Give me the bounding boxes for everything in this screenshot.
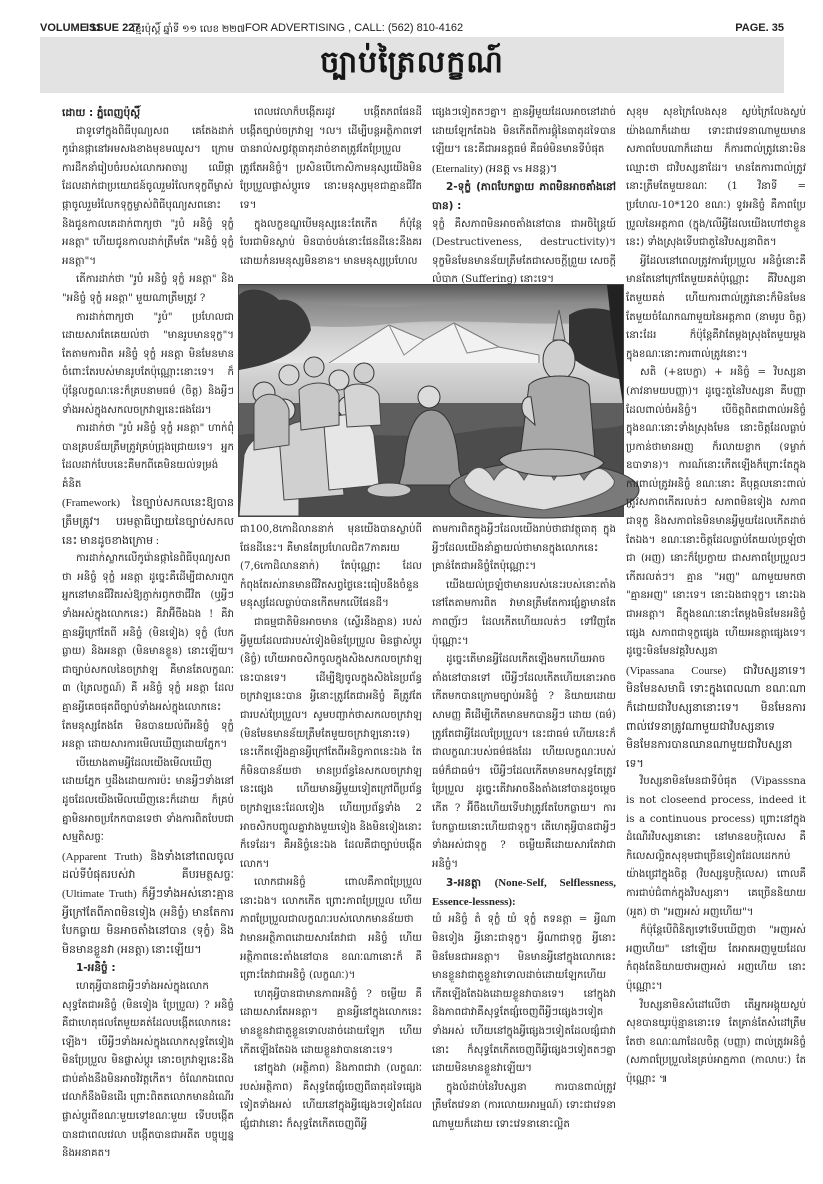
- paragraph: ផ្សេងៗទៀតតៗគ្នា។ គ្មានអ្វីមួយដែលអាចនៅដាច់ដោយឡែកតែឯង មិនកើតពីការផ្គុំនៃធាតុដទៃបានឡើយ។ នេះគឺជាអនត្តធម៌ គឺធម៌មិនមានទីបំផុត: [432, 107, 616, 156]
- paragraph: ហេតុអ្វីបានជាអ្វីៗទាំងអស់ក្នុងលោកសុទ្ធតែជាអនិច្ចំ (មិនទៀង ប្រែប្រួល) ? អនិច្ចំ គឺជាហេតុផលតែមួយគត់ដែលបង្កើតលោកនេះឡើង។ បើអ្វីៗទាំងអស់ក្នុងលោកសុទ្ធតែទៀង មិនប្រែប្រួល មិនផ្លាស់ប្តូរ នោះចក្រវាឡនេះនឹងជាប់គាំងនឹងមិនអាចវិវត្តកើត។ ចំណែកឯពេលវេលាក៏នឹងមិនដើរ ព្រោះពិតតលោកមានដំណើរផ្លាស់ប្តូរពីខណៈមួយទៅខណៈមួយ ទើបបង្កើតបានជាពេលវេលា បង្កើតបានជាអតីត បច្ចុប្បន្ន និងអនាគត។: [62, 980, 234, 1160]
- paragraph: ការដាក់ស្លាកលើកូរ៉ោនផ្កានៃពិធីបុណ្យសព ថា អនិច្ចំ ទុក្ខំ អនត្តា ដូច្នេះគឺដើម្បីជាសារពួកអ្នកនៅមានជីវិតរស់ឱ្យភ្ញាក់រឭកថាជីវិត (ឬអ្វីៗទាំងអស់ក្នុងលោកនេះ) គឺវាអ៊ីចឹងឯង ! គឺវាគ្មានអ្វីក្រៅតែពី អនិច្ចំ (មិនទៀង) ទុក្ខំ (បែកធ្លាយ) និងអនត្តា (មិនមានខ្លួន) នោះឡើយ។ ជាច្បាប់សកលនៃចក្រវាឡ គឺមានតែលក្ខណៈ ៣ (ត្រៃលក្ខណ៍) គឺ អនិច្ចំ ទុក្ខំ អនត្តា ដែលគ្មានអ្វីគេចផុតពីច្បាប់ទាំងអស់ក្នុងលោកនេះ តែមនុស្សតែងតែ មិនបានយល់ពីអនិច្ចំ ទុក្ខំ អនត្តា ដោយសារការមើលឃើញដោយភ្នែក។: [62, 553, 234, 751]
- paragraph: (Apparent Truth) និងទាំងនៅពេលចូលដល់ទីបំផុតរបស់វា គឺបរមត្ថសច្ចៈ (Ultimate Truth) ក៏អ្វីៗទាំងអស់នោះគ្មានអ្វីក្រៅតែពីភាពមិនទៀង (អនិច្ចំ) មានតែការបែកធ្លាយ មិនអាចតាំងនៅបាន (ទុក្ខំ) និងមិនមានខ្លួនវា (អនត្តា) នោះឡើយ។: [62, 850, 234, 956]
- paragraph: អ្វីដែលនៅពេលត្រូវការប្រែប្រួល អនិច្ចំនោះគឺមានតែនៅក្រៅតែមួយគត់ប៉ុណ្ណោះ គឺវិបស្សនាតែមួយគត់ ហើយការពាល់ត្រូវនោះក៏មិនមែនតែមួយចំណែកណាមួយនៃអត្តភាព (នាមរូប ចិត្ត) នោះដែរ ក៏ប៉ុន្តែគឺវាតែម្តងស្រុងតែមួយម្តងក្នុងខណៈនោះការពាល់ត្រូវនោះ។: [626, 255, 806, 360]
- advertising-notice: FOR ADVERTISING , CALL: (562) 810-4162: [245, 22, 464, 34]
- column-1: [62, 104, 234, 1160]
- paragraph: លោកជាអនិច្ចំ ពោលគឺភាពប្រែប្រួលនោះឯង។ លោកកើត ព្រោះភាពប្រែប្រួល ហើយភាពប្រែប្រួលជាលក្ខណៈរបស់លោកមានន័យថា វាមានអត្ថិភាពដោយសារតែវាជា អនិច្ចំ ហើយអត្ថិភាពនេះតាំងនៅបាន ខណៈណានោះក៏ គឺព្រោះតែវាជាអនិច្ចំ (លក្ខណៈ)។: [240, 877, 422, 982]
- paragraph: (7,6កោដិលាននាក់) តែប៉ុណ្ណោះ ដែលកំពុងតែរស់រានមានជីវិតសព្វថ្ងៃនេះធៀបនឹងចំនួនមនុស្សដែលធ្លាប់បានកើតមកលើផែនដី។: [240, 561, 422, 610]
- paragraph: ដូច្នេះតើមានអ្វីដែលកើតឡើងមកហើយអាចតាំងនៅបានទៅ បើអ្វីៗដែលកើតហើយនោះអាចកើតមកបានក្រោមច្បាប់អនិច្ចំ ? និយាយដោយសាមញ្ញ គឺដើម្បីកើតមានមកបានអ្វីៗ ដោយ (ធម៌) ត្រូវតែជាអ្វីដែលប្រែប្រួល។ នេះជាធម៌ ហើយនេះក៏ជាលក្ខណៈរបស់ធម៌ផងដែរ ហើយលក្ខណៈរបស់ធម៌ក៏ជាធម៌។ បើអ្វីៗដែលកើតមានមកសុទ្ធតែត្រូវប្រែប្រួល ដូច្នេះតើវាអាចនឹងតាំងនៅបានដូចម្តេចកើត ? អ៊ីចឹងហើយទើបវាត្រូវតែបែកធ្លាយ។ ការបែកធ្លាយនោះហើយជាទុក្ខ។ តើហេតុអ្វីបានជាអ្វីៗទាំងអស់ជាទុក្ខ ? ចម្លើយគឺដោយសារតែវាជាអនិច្ចំ។: [432, 654, 616, 870]
- column-3-bottom: [432, 521, 616, 1135]
- byline: ដោយ : ភ្នំពេញប៉ុស្តិ៍: [62, 107, 141, 119]
- paragraph: ការដាក់ថា "រូបំ អនិច្ចំ ទុក្ខំ អនត្តា" ហាក់ពុំបានគ្របន័យត្រឹមត្រូវគ្រប់ជ្រុងជ្រោយទេ។ អ្នកដែលដាក់បែបនេះគឺមកពីគេមិនយល់ទម្រង់គំនិត: [62, 423, 234, 490]
- paragraph: ការដាក់ពាក្យថា "រូបំ" ប្រហែលជាដោយសារតែគេយល់ថា "មានរូបមានទុក្ខ"។ តែតាមការពិត អនិច្ចំ ទុក្ខំ អនត្តា មិនមែនមានចំពោះតែរបស់មានរូបតែប៉ុណ្ណោះនោះទេ។ ក៏ប៉ុន្តែលក្ខណៈនេះក៏គ្របនាមធម៌ (ចិត្ត) និងអ្វីៗទាំងអស់ក្នុងសកលចក្រវាឡនេះផងដែរ។: [62, 311, 234, 416]
- article-illustration: [238, 284, 624, 517]
- section-heading-anatta-khmer: 3-អនត្តា: [446, 877, 481, 890]
- paragraph: (Framework) នៃច្បាប់សកលនេះឱ្យបានត្រឹមត្រូវ។ បរមត្ថាធិប្បាយនៃច្បាប់សកលនេះ មានដូចខាងក្រោម :: [62, 497, 234, 547]
- column-2-bottom: [240, 521, 422, 1135]
- paragraph: យំ អនិច្ចំ តំ ទុក្ខំ យំ ទុក្ខំ តទនត្តា = អ្វីណាមិនទៀង អ្វីនោះជាទុក្ខ។ អ្វីណាជាទុក្ខ អ្វីនោះមិនមែនជាអនត្តា។ មិនមានអ្វីនៅក្នុងលោកនេះមានខ្លួនវាជាតួខ្លួនវាទោលដាច់ដោយឡែកហើយកើតឡើងតែឯងដោយខ្លួនវាបានទេ។ នៅក្នុងវា និងភាពជាវាគឺសុទ្ធតែផ្សំចេញពីអ្វីៗផ្សេងៗទៀតទាំងអស់ ហើយនៅក្នុងអ្វីផ្សេងៗទៀតដែលផ្សំជាវានោះ ក៏សុទ្ធតែកើតចេញពីអ្វីផ្សេងៗទៀតតៗគ្នា ដោយមិនមានខ្លួនវាឡើយ។: [432, 914, 616, 1075]
- column-2-top: [240, 104, 422, 271]
- paragraph: វិបស្សនាមិនមែនជាទីបំផុត (Vipasssna is not closeend process, indeed it is a continuous process) ព្រោះនៅក្នុងដំណើរវិបស្សនានោះ នៅមានឧបក្កិលេស គឺកិលេសល្អិតសុខុមជាច្រើនទៀតដែលដេកកប់យ៉ាងជ្រៅក្នុងចិត្ត (វិបស្សនូបក្កិលេស) ពោលគឺការជាប់ជំពាក់ក្នុងវិបស្សនា។ គេច្រើននិយាយ (អួត) ថា "អញអស់ អញហើយ"។: [626, 776, 806, 918]
- section-heading-anatta: [432, 874, 616, 911]
- paragraph: តាមការពិតក្នុងអ្វីៗដែលយើងរាប់ថាជាវត្ថុធាតុ ក្នុងអ្វីៗដែលយើងនាំគ្នាយល់ថាមានក្នុងលោកនេះ គ្រាន់តែជាអនិច្ចំតែប៉ុណ្ណោះ។: [432, 524, 616, 573]
- paragraph: សុខុម សុខក្រៃលែងសុខ ស្ងប់ក្រៃលែងស្ងប់យ៉ាងណាក៏ដោយ ទោះជាវេទនាណាមួយមានសភាពបែបណាក៏ដោយ ក៏ការពាល់ត្រូវនោះមិនឈ្មោះថា ជាវិបស្សនាដែរ។ មានតែការពាល់ត្រូវនោះត្រឹមតែមួយខណៈ (1 វិនាទី = ប្រហែល-10*120 ខណៈ) ទូវអនិច្ចំ គឺភាពប្រែប្រួលនៃអត្តភាព (ក្នុង/លើអ្វីដែលយើងហៅថាខ្លួននេះ) ទាំងស្រុងទើបជាតួនៃវិបស្សនាពិត។: [626, 107, 806, 249]
- page-header: [40, 22, 784, 36]
- paragraph: ជាទូទៅក្នុងពិធីបុណ្យសព គេតែងដាក់កូរ៉ោនផ្កានៅអមសងខាងមុខមឈូស។ ក្រោមការដឹកនាំរៀបចំរបស់លោកអាចារ្យ ឈើផ្កាដែលដាក់ជាប្រយោជន៍ចូលរួមរំលែកទុក្ខពីម្ចាស់ផ្កាចូលរួមរំលែកទុក្ខម្ចាស់ពិធីបុណ្យសពនោះ និងជូនកាលគេដាក់ពាក្យថា "រូបំ អនិច្ចំ ទុក្ខំ អនត្តា" ហើយជូនកាលដាក់ត្រឹមតែ "អនិច្ចំ ទុក្ខំ អនត្តា"។: [62, 125, 234, 267]
- paragraph: (Vipassana Course) ជាវិបស្សនាទេ។ មិនមែនសមាធិ ទោះក្នុងពេលណា ខណៈណាក៏ដោយជាវិបស្សនានោះទេ។ មិនមែនការពាល់វេទនាត្រូវណាមួយជាវិបស្សនាទេ មិនមែនការបានឈានណាមួយជាវិបស្សនាទេ។: [626, 664, 806, 770]
- paragraph: ជា100,8កោដិលាននាក់ មុនយើងបានស្លាប់ពីផែនដីនេះ។ គឺមានតែប្រហែលជិត7ភាគរយ: [240, 524, 422, 554]
- paragraph: នៅក្នុងវា (អត្ថិភាព) និងភាពជាវា (លក្ខណៈរបស់អត្ថិភាព) គឺសុទ្ធតែផ្សំចេញពីធាតុដទៃផ្សេងទៀតទាំងអស់ ហើយនៅក្នុងអ្វីផ្សេងៗទៀតដែលផ្សំជាវានោះ ក៏សុទ្ធតែកើតចេញពីអ្វី: [240, 1063, 422, 1130]
- paragraph: ហេតុអ្វីបានជាមានភាពអនិច្ចំ ? ចម្លើយ គឺដោយសារតែអនត្តា។ គ្មានអ្វីនៅក្នុងលោកនេះមានខ្លួនវាជាតួខ្លួនទោលដាច់ដោយឡែក ហើយកើតឡើងតែឯង ដោយខ្លួនវាបាននោះទេ។: [240, 988, 422, 1056]
- column-4: [626, 104, 806, 1089]
- title-banner: [40, 37, 784, 93]
- section-heading-dukkha: 2-ទុក្ខំ (ភាពបែកធ្លាយ ភាពមិនអាចតាំងនៅបាន) :: [432, 181, 616, 212]
- buddha-teaching-illustration: [239, 285, 623, 516]
- paragraph: បើយោងតាមអ្វីដែលយើងមើលឃើញដោយភ្នែក ឬដឹងដោយការប៉ះ មានអ្វីៗទាំងនៅដូចដែលយើងមើលឃើញនេះក៏ដោយ ក៏គ្រប់គ្នាមិនអាចប្រកែកបានទេថា ទាំងការពិតបែបជាសម្មតិសច្ចៈ: [62, 757, 234, 844]
- offering-tray: [367, 483, 411, 497]
- paragraph: ក៏ប៉ុន្តែបើពិនិត្យទៅទើបឃើញថា "អញអស់ អញហើយ" នៅឡើយ តែអាតអញមួយដែលកំពុងតែនិយាយថាអញអស់ អញហើយ នោះប៉ុណ្ណោះ។: [626, 925, 806, 992]
- paragraph: (Eternality) (អនត្ត vs អនន្ត)។: [432, 162, 558, 175]
- khmer-issue-label: ខ្មែរប៉ុស្តិ៍ ឆ្នាំទី ១១ លេខ ២២៧: [132, 24, 246, 35]
- issue-label: ISSUE 227: [86, 22, 141, 34]
- paragraph: ពេលវេលាក៏បង្កើតរដូវ បង្កើតភពផែនដី បង្កើតច្បាប់ចក្រវាឡ ។ល។ ដើម្បីបន្តអត្ថិភាពទៅបានរាល់សព្វវត្ថុធាតុដាច់ខាតត្រូវតែប្រែប្រួល ត្រូវតែអនិច្ចំ។ ប្រសិនបើកោសិកាមនុស្សយើងមិនប្រែប្រួលផ្លាស់ប្តូរទេ នោះមនុស្សមុខជាគ្មានជីវិតទេ។: [240, 107, 422, 211]
- section-heading-anicca: 1-អនិច្ចំ :: [76, 962, 116, 975]
- page-number: PAGE. 35: [735, 22, 784, 34]
- paragraph: ក្នុងលំដាប់នៃវិបស្សនា ការបានពាល់ត្រូវត្រឹមតែវេទនា (ការលោយអារម្មណ៍) ទោះជាវេទនាណាមួយក៏ដោយ ទោះវេទនានោះល្អិត: [432, 1081, 616, 1130]
- paragraph: វិបស្សនាមិនសំដៅលើថា តើអ្នកអង្គុយស្ងប់សុខបានយូរប៉ុន្មាននោះទេ តែគ្រាន់តែសំដៅត្រឹមតែថា ខណៈណាដែលចិត្ត (បញ្ញា) ពាល់ត្រូវអនិច្ចំ (សភាពប្រែប្រួលនៃគ្រប់អាត្មភាព (កាលាបៈ) តែប៉ុណ្ណោះ ៕: [626, 999, 806, 1085]
- paragraph: ទុក្ខំ គឺសភាពមិនអាចតាំងនៅបាន ជាអចិន្ត្រៃយ៍ (Destructiveness, destructivity)។ ទុក្ខមិនមែនមានន័យត្រឹមតែជាសេចក្តីព្រួយ សេចក្តីលំបាក (Suffering) នោះទេ។: [432, 218, 616, 286]
- volume-label: VOLUME 11: [40, 22, 102, 34]
- paragraph: ក្នុងលក្ខខណ្ឌបើមនុស្សនេះតែកើត ក៏ប៉ុន្តែបែរជាមិនស្លាប់ មិនបាច់បង់នោះផែនដីនេះនឹងគរដោយកំនរមនុស្សមិនខាន។ មានមនុស្សប្រហែល: [240, 218, 422, 267]
- section-heading-anatta-english: (None-Self, Selflessness, Essence-lessness):: [432, 877, 616, 908]
- column-3-top: [432, 104, 616, 286]
- paragraph: ជាធម្មជាតិមិនអាចមាន (ស្ទើរនឹងគ្មាន) របស់អ្វីមួយដែលជារបស់ទៀងមិនប្រែប្រួល មិនផ្លាស់ប្តូរ (និច្ចំ) ហើយអាចសិកចូលក្នុងសិងសកលចក្រវាឡនេះបានទេ។ ដើម្បីឱ្យចូលក្នុងសិងនៃប្រព័ន្ធចក្រវាឡនេះបាន អ្វីនោះត្រូវតែជាអនិច្ចំ គឺត្រូវតែជារបស់ប្រែប្រួល។ សូមបញ្ជាក់ថាសកលចក្រវាឡ (មិនមែនមានន័យត្រឹមតែមួយចក្រវាឡនោះទេ) នេះកើតឡើងគ្មានអ្វីក្រៅតែពីអនិច្ចភាពនេះឯង តែក៏មិនបានន័យថា មានប្រព័ន្ធនៃសកលចក្រវាឡនេះផ្សេង ហើយមានអ្វីមួយទៀតក្រៅពីប្រព័ន្ធចក្រវាឡនេះដែលទៀង ហើយប្រព័ន្ធទាំង 2 អាចសិកបញ្ចូលគ្នាវាងមួយទៀង និងមិនទៀងនោះក៏ទេដែរ។ គឺអនិច្ចំនេះឯង ដែលគឺជាច្បាប់បង្កើតលោក។: [240, 616, 422, 870]
- paragraph: យើងយល់ច្រឡំថាមានរបស់នេះរបស់នោះតាំងនៅតែតាមការពិត វាមានត្រឹមតែការផ្សំគ្នាមានតែភាពញ័រៗ ដែលកើតហើយរលត់ៗ ទៅវិញតែប៉ុណ្ណោះ។: [432, 579, 616, 647]
- paragraph: សតិ (+ឧបេក្ខា) + អនិច្ចំ = វិបស្សនា (ភាវនាមយបញ្ញា)។ ដូច្នេះតួនៃវិបស្សនា គឺបញ្ញាដែលពាល់ចំអនិច្ចំ។ បើចិត្តពិតជាពាល់អនិច្ចំ ក្នុងខណៈនោះទាំងស្រុងមែន នោះចិត្តដែលធ្លាប់ប្រកាន់ថាមានអញ ក៏រលាយខ្លាក (ទម្លាក់ឧបាទាន)។ ការណ៍នោះកើតឡើងក៏ព្រោះតែក្នុងការពាល់ត្រូវអនិច្ចំ ខណៈនោះ គឺបុគ្គលនោះពាល់ត្រូវសភាពកើតរលត់ៗ សភាពមិនទៀង សភាពជាទុក្ខ និងសភាពនៃមិនមានអ្វីមួយដែលកើតដាច់តែឯង។ ខណៈនោះចិត្តដែលធ្លាប់តែយល់ច្រឡំថាជា (អញ) នោះក៏ប្រែក្លាយ ជាសភាពប្រែប្រួលៗកើតរលត់ៗ។ គ្មាន "អញ" ណាមួយមកថា "គ្មានអញ" នោះទេ។ នោះឯងជាទុក្ខ។ នោះឯងជាអនត្តា។ គឺក្នុងខណៈនោះតែម្តងមិនមែនអនិច្ចំផ្សេង សភាពជាទុក្ខផ្សេង ហើយអនត្តាផ្សេងទេ។ ដូច្នេះមិនមែនវគ្គវិបស្សនា: [626, 367, 806, 658]
- article-title: ច្បាប់ត្រៃលក្ខណ៍: [320, 45, 504, 80]
- paragraph: តើការដាក់ថា "រូបំ អនិច្ចំ ទុក្ខំ អនត្តា" និង "អនិច្ចំ ទុក្ខំ អនត្តា" មួយណាត្រឹមត្រូវ ?: [62, 274, 234, 304]
